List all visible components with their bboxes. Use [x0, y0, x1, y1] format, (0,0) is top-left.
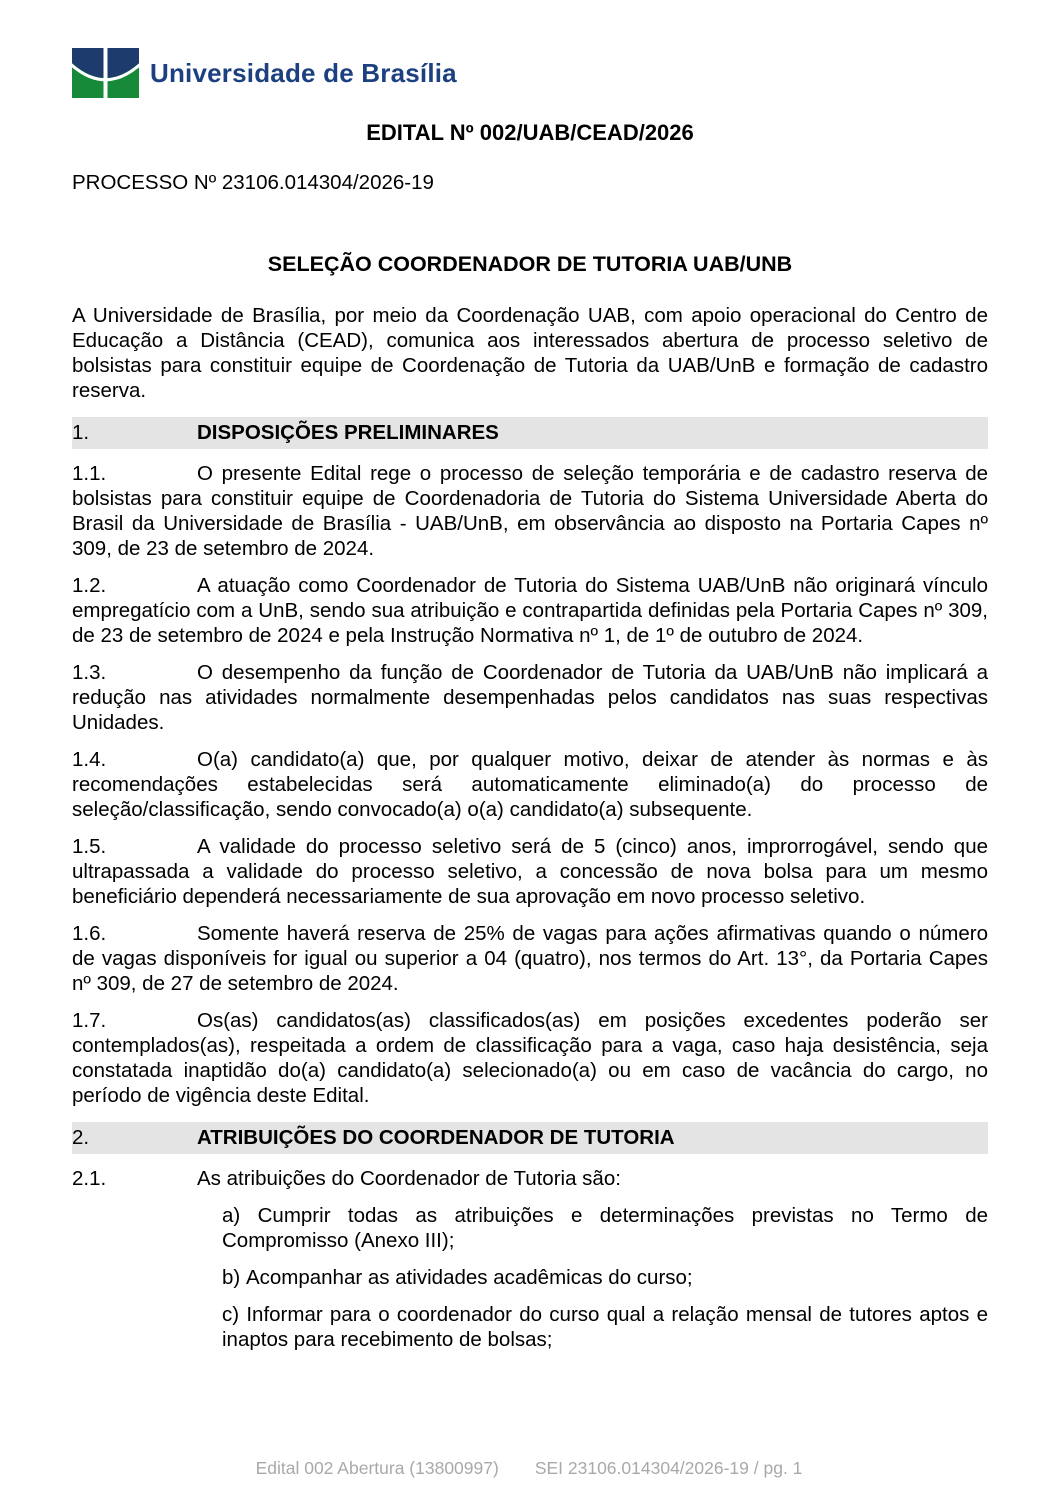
item-number: 1.4. — [72, 748, 107, 771]
section-heading — [72, 417, 988, 449]
item-number: 1.5. — [72, 835, 107, 858]
subitem-text: Acompanhar as atividades acadêmicas do curso; — [245, 1266, 693, 1289]
section-item — [72, 921, 988, 996]
section-number: 1. — [72, 421, 90, 444]
item-text: Somente haverá reserva de 25% de vagas para ações afirmativas quando o número de vagas disponíveis for igual ou superior a 04 (quatro), nos termos do Art. 13°, da Portaria Capes nº 309, de 27 de setembro de 2024. — [72, 922, 988, 995]
item-text: Os(as) candidatos(as) classificados(as) em posições excedentes poderão ser contemplados(as), respeitada a ordem de classificação para a vaga, caso haja desistência, seja constatada inaptidão do(a) candidato(a) selecionado(a) ou em caso de vacância do cargo, no período de vigência deste Edital. — [72, 1009, 988, 1107]
section-item — [72, 1166, 988, 1191]
section-subitem — [222, 1203, 988, 1253]
section-item — [72, 660, 988, 735]
subitem-label: c) — [222, 1303, 240, 1326]
item-number: 1.6. — [72, 922, 107, 945]
section-subitem — [222, 1265, 988, 1290]
page-footer — [0, 1458, 1058, 1479]
footer-sei-label: SEI 23106.014304/2026-19 / pg. 1 — [534, 1458, 803, 1478]
item-number: 1.1. — [72, 462, 107, 485]
subitem-label: b) — [222, 1266, 241, 1289]
item-number: 1.7. — [72, 1009, 107, 1032]
section-item — [72, 1008, 988, 1108]
item-text: As atribuições do Coordenador de Tutoria são: — [197, 1167, 621, 1190]
subitem-text: Informar para o coordenador do curso qual a relação mensal de tutores aptos e inaptos para recebimento de bolsas; — [222, 1303, 988, 1351]
section-item — [72, 747, 988, 822]
section-heading — [72, 1122, 988, 1154]
item-text: A validade do processo seletivo será de 5 (cinco) anos, improrrogável, sendo que ultrapassada a validade do processo seletivo, a concessão de nova bolsa para um mesmo beneficiário dependerá necessariamente de sua aprovação em novo processo seletivo. — [72, 835, 988, 908]
section-number: 2. — [72, 1126, 90, 1149]
section-subitem — [222, 1302, 988, 1352]
item-number: 1.2. — [72, 574, 107, 597]
section-title: DISPOSIÇÕES PRELIMINARES — [197, 421, 499, 444]
section-item — [72, 834, 988, 909]
document-header — [72, 48, 988, 98]
document-title: EDITAL Nº 002/UAB/CEAD/2026 — [366, 120, 694, 145]
subitem-label: a) — [222, 1204, 241, 1227]
document-body — [72, 303, 988, 1352]
section-item — [72, 461, 988, 561]
footer-doc-label: Edital 002 Abertura (13800997) — [255, 1458, 499, 1478]
sections — [72, 417, 988, 1352]
process-number: PROCESSO Nº 23106.014304/2026-19 — [72, 171, 434, 194]
item-text: A atuação como Coordenador de Tutoria do Sistema UAB/UnB não originará vínculo empregatício com a UnB, sendo sua atribuição e contrapartida definidas pela Portaria Capes nº 309, de 23 de setembro de 2024 e pela Instrução Normativa nº 1, de 1º de outubro de 2024. — [72, 574, 988, 647]
item-text: O(a) candidato(a) que, por qualquer motivo, deixar de atender às normas e às recomendações estabelecidas será automaticamente eliminado(a) do processo de seleção/classificação, sendo convocado(a) o(a) candidato(a) subsequente. — [72, 748, 988, 821]
subitem-text: Cumprir todas as atribuições e determinações previstas no Termo de Compromisso (Anexo III); — [222, 1204, 988, 1252]
document-subtitle: SELEÇÃO COORDENADOR DE TUTORIA UAB/UNB — [267, 252, 793, 276]
org-name: Universidade de Brasília — [150, 57, 457, 88]
section-item — [72, 573, 988, 648]
section-title: ATRIBUIÇÕES DO COORDENADOR DE TUTORIA — [197, 1126, 675, 1149]
item-text: O presente Edital rege o processo de seleção temporária e de cadastro reserva de bolsistas para constituir equipe de Coordenadoria de Tutoria do Sistema Universidade Aberta do Brasil da Universidade de Brasília - UAB/UnB, em observância ao disposto na Portaria Capes nº 309, de 23 de setembro de 2024. — [72, 462, 988, 560]
item-text: O desempenho da função de Coordenador de Tutoria da UAB/UnB não implicará a redução nas atividades normalmente desempenhadas pelos candidatos nas suas respectivas Unidades. — [72, 661, 988, 734]
intro-paragraph: A Universidade de Brasília, por meio da Coordenação UAB, com apoio operacional do Centro de Educação a Distância (CEAD), comunica aos interessados abertura de processo seletivo de bolsistas para constituir equipe de Coordenação de Tutoria da UAB/UnB e formação de cadastro reserva. — [72, 304, 988, 402]
item-number: 2.1. — [72, 1167, 107, 1190]
unb-shield-icon — [72, 48, 139, 98]
item-number: 1.3. — [72, 661, 107, 684]
